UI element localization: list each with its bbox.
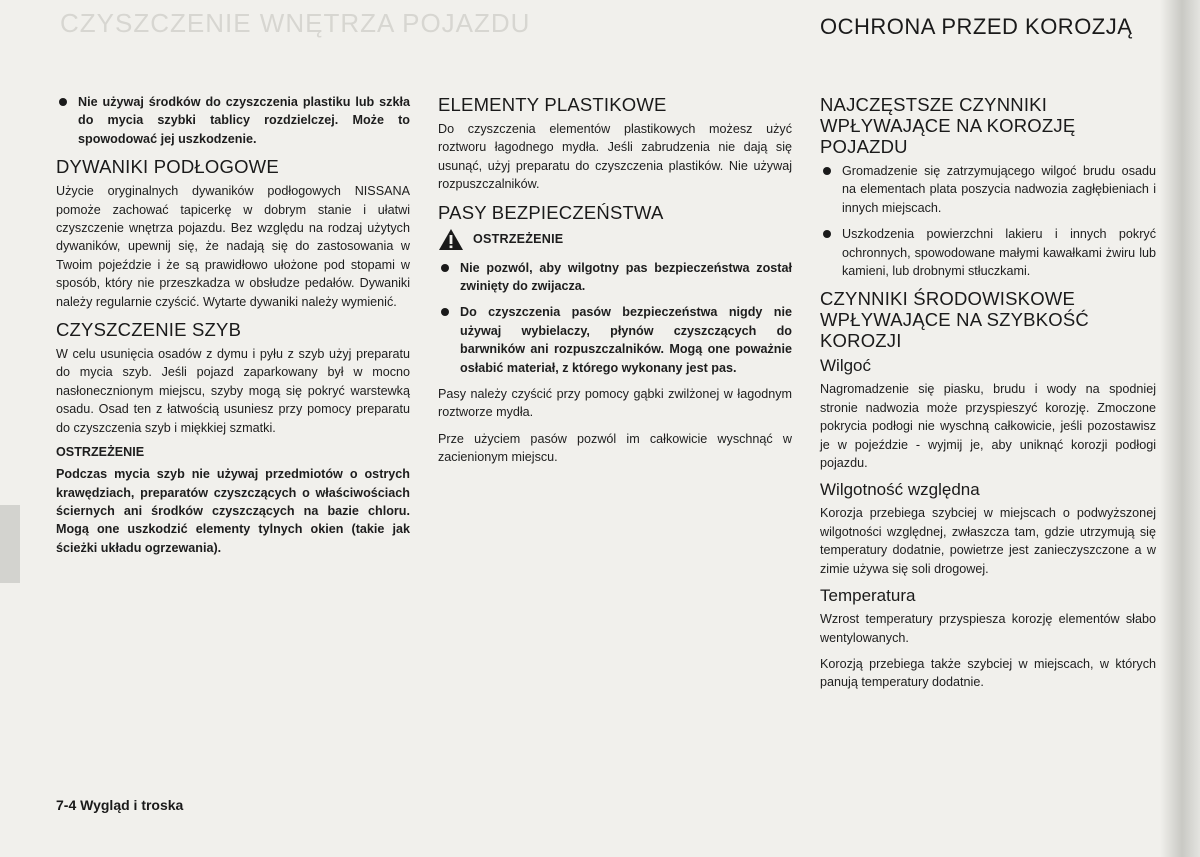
paragraph-floor-mats: Użycie oryginalnych dywaników podłogowych NISSANA pomoże zachować tapicerkę w dobrym stanie i ułatwi czyszczenie wnętrza pojazdu. Bez względu na rodzaj użytych dywaników, upewnij się, że nadają się do zastosowania w Twoim pojeździe i że są prawidłowo ułożone pod stopami w sposób, który nie przeszkadza w obsłudze pedałów. Dywaniki należy regularnie czyścić. Wytarte dywaniki należy wymienić. (56, 184, 410, 309)
page-footer: 7-4 Wygląd i troska (56, 797, 184, 813)
warning-triangle-icon (438, 228, 464, 251)
bullet-paint-damage: Uszkodzenia powierzchni lakieru i innych pokryć ochronnych, spowodowane małymi kawałkami żwiru lub kamieni, lub drobnymi stłuczkami. (820, 225, 1156, 280)
subheading-moisture: Wilgoć (820, 356, 872, 376)
paragraph-window-cleaning: W celu usunięcia osadów z dymu i pyłu z szyb użyj preparatu do mycia szyb. Jeśli pojazd zaparkowany był w mocno nasłonecznionym miejscu, szyby mogą się pokryć warstewką osadu. Osad ten z łatwością usuniesz przy pomocy preparatu do czyszczenia szyb i miękkiej szmatki. (56, 347, 410, 435)
bleed-through-heading: CZYSZCZENIE WNĘTRZA POJAZDU (60, 8, 531, 38)
column-middle (438, 94, 792, 475)
paragraph-relative-humidity: Korozja przebiega szybciej w miejscach o podwyższonej wilgotności względnej, zwłaszcza tam, gdzie utrzymują się temperatury dodatnie, powietrze jest zanieczyszczone a w zimie używa się soli drogowej. (820, 506, 1156, 576)
paragraph-temperature-2: Korozją przebiega także szybciej w miejscach, w których panują temperatury dodatnie. (820, 656, 1156, 690)
paragraph-belt-cleaning: Pasy należy czyścić przy pomocy gąbki zwilżonej w łagodnym roztworze mydła. (438, 387, 792, 420)
subheading-temperature: Temperatura (820, 586, 916, 606)
heading-plastic-elements: ELEMENTY PLASTIKOWE (438, 94, 667, 115)
warning-text-windows: Podczas mycia szyb nie używaj przedmiotów o ostrych krawędziach, preparatów czyszczących o właściwościach ściernych ani środków czyszczących na bazie chloru. Mogą one uszkodzić elementy tylnych okien (takie jak ścieżki układu ogrzewania). (56, 467, 410, 555)
column-right (820, 94, 1156, 700)
bullet-wet-belt: Nie pozwól, aby wilgotny pas bezpieczeństwa został zwinięty do zwijacza. (438, 259, 792, 296)
page-header-title: OCHRONA PRZED KOROZJĄ (820, 14, 1133, 39)
subheading-relative-humidity: Wilgotność względna (820, 480, 980, 500)
warning-label: OSTRZEŻENIE (473, 232, 564, 247)
paragraph-plastic-elements: Do czyszczenia elementów plastikowych możesz użyć roztworu łagodnego mydła. Jeśli zabrudzenia nie dają się usunąć, użyj preparatu do czyszczenia plastików. Nie używaj rozpuszczalników. (438, 122, 792, 192)
paragraph-temperature: Wzrost temperatury przyspiesza korozję elementów słabo wentylowanych. (820, 612, 1156, 645)
section-tab (0, 505, 20, 583)
heading-seat-belts: PASY BEZPIECZEŃSTWA (438, 201, 664, 223)
paragraph-belt-drying: Prze użyciem pasów pozwól im całkowicie wyschnąć w zacienionym miejscu. (438, 431, 792, 465)
bullet-warning-plastic: Nie używaj środków do czyszczenia plastiku lub szkła do mycia szybki tablicy rozdzielczej. Może to spowodować jej uszkodzenie. (56, 93, 410, 148)
warning-label: OSTRZEŻENIE (56, 445, 145, 460)
page-edge-shadow (1160, 0, 1200, 857)
heading-floor-mats: DYWANIKI PODŁOGOWE (56, 156, 279, 178)
bullet-dirt-accumulation: Gromadzenie się zatrzymującego wilgoć brudu osadu na elementach plata poszycia nadwozia zagłębieniach i innych miejscach. (820, 162, 1156, 217)
warning-header (438, 228, 792, 251)
bullet-belt-chemicals: Do czyszczenia pasów bezpieczeństwa nigdy nie używaj wybielaczy, płynów czyszczących do barwników ani rozpuszczalników. Mogą one poważnie osłabić materiał, z którego wykonany jest pas. (438, 303, 792, 377)
heading-environmental-factors: CZYNNIKI ŚRODOWISKOWE WPŁYWAJĄCE NA SZYBKOŚĆ KOROZJI (820, 288, 1089, 352)
heading-window-cleaning: CZYSZCZENIE SZYB (56, 319, 242, 341)
heading-corrosion-factors: NAJCZĘSTSZE CZYNNIKI WPŁYWAJĄCE NA KOROZJĘ POJAZDU (820, 94, 1076, 157)
column-left (56, 93, 410, 565)
paragraph-moisture: Nagromadzenie się piasku, brudu i wody na spodniej stronie nadwozia może przyspieszyć korozję. Zmoczone pokrycia podłogi nie wyschną całkowicie, jeśli pozostawisz je w pojeździe - wyjmij je, aby uniknąć korozji podłogi pojazdu. (820, 382, 1156, 471)
